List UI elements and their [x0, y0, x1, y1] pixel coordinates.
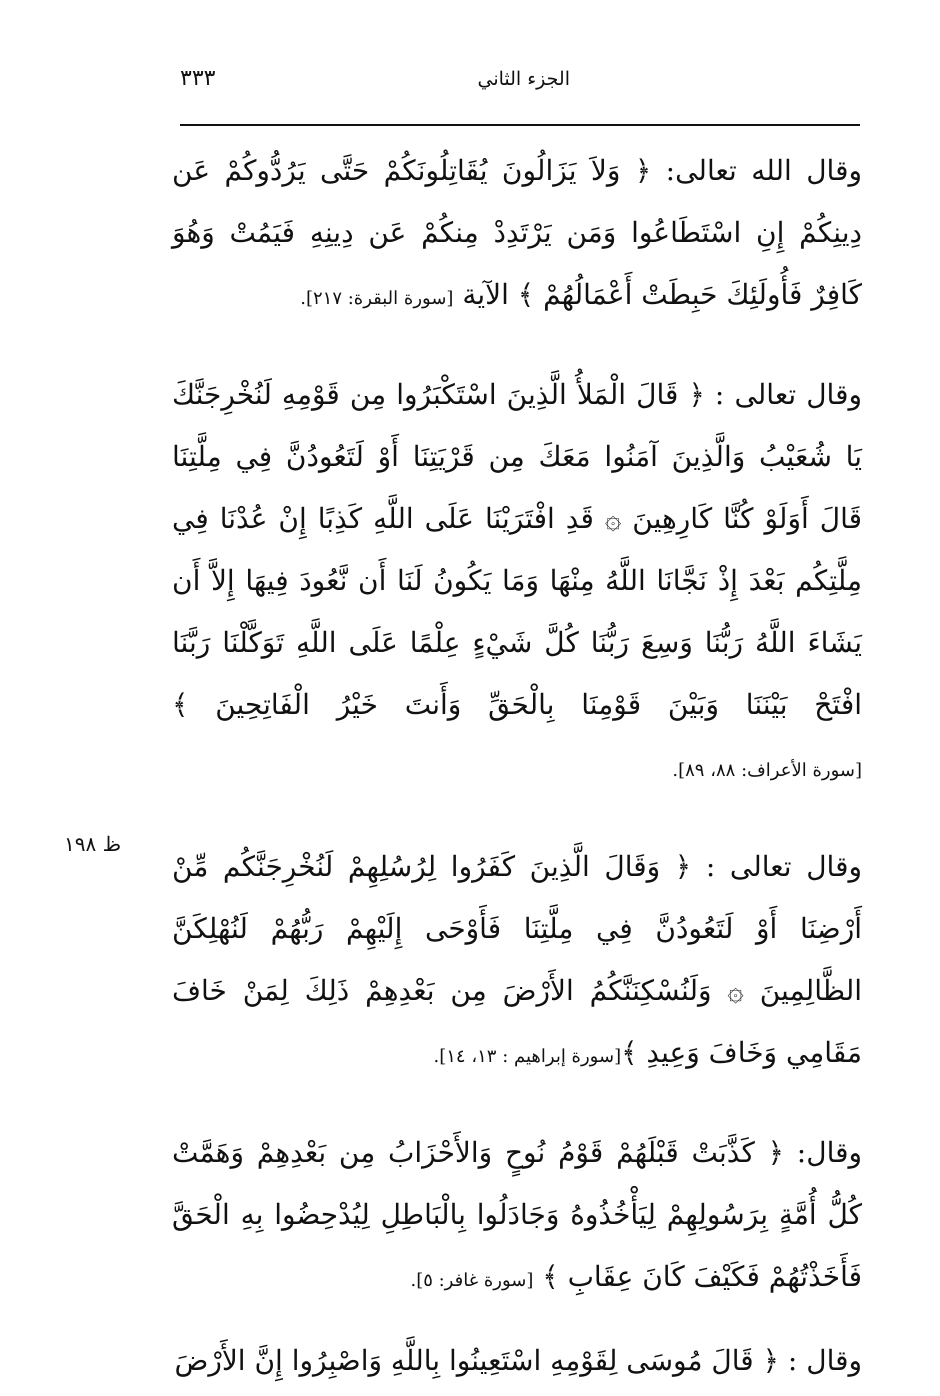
citation: [سورة الأعراف: ٨٨، ٨٩]. — [672, 760, 862, 781]
header-divider — [180, 124, 860, 126]
paragraph-ghafir — [172, 1122, 862, 1312]
paragraph-musa — [172, 1330, 862, 1396]
citation: [سورة إبراهيم : ١٣، ١٤]. — [433, 1046, 622, 1067]
paragraph-baqarah — [172, 140, 862, 330]
paragraph-ibrahim — [172, 836, 862, 1088]
paragraph-text: وقال تعالى : ﴿ وَقَالَ الَّذِينَ كَفَرُوا لِرُسُلِهِمْ لَنُخْرِجَنَّكُم مِّنْ أَرْضِنَا أَوْ لَتَعُودُنَّ فِي مِلَّتِنَا فَأَوْحَى إِلَيْهِمْ رَبُّهُمْ لَنُهْلِكَنَّ الظَّالِمِينَ ۞ وَلَنُسْكِنَنَّكُمُ الأَرْضَ مِن بَعْدِهِمْ ذَلِكَ لِمَنْ خَافَ مَقَامِي وَخَافَ وَعِيدِ ﴾ — [172, 850, 862, 1069]
paragraph-araf — [172, 364, 862, 802]
page-header — [180, 60, 860, 110]
paragraph-text: وقال : ﴿ قَالَ مُوسَى لِقَوْمِهِ اسْتَعِينُوا بِاللَّهِ وَاصْبِرُوا إِنَّ الأَرْضَ — [174, 1344, 862, 1377]
running-title: الجزء الثاني — [477, 68, 570, 90]
page-body — [172, 140, 862, 1396]
citation: [سورة غافر: ٥]. — [410, 1270, 534, 1291]
paragraph-text: وقال: ﴿ كَذَّبَتْ قَبْلَهُمْ قَوْمُ نُوحٍ وَالأَحْزَابُ مِن بَعْدِهِمْ وَهَمَّتْ كُلُّ أُمَّةٍ بِرَسُولِهِمْ لِيَأْخُذُوهُ وَجَادَلُوا بِالْبَاطِلِ لِيُدْحِضُوا بِهِ الْحَقَّ فَأَخَذْتُهُمْ فَكَيْفَ كَانَ عِقَابِ ﴾ — [172, 1136, 862, 1293]
margin-note: ظ ١٩٨ — [64, 832, 122, 856]
citation: [سورة البقرة: ٢١٧]. — [300, 288, 454, 309]
paragraph-text: وقال تعالى : ﴿ قَالَ الْمَلأُ الَّذِينَ اسْتَكْبَرُوا مِن قَوْمِهِ لَنُخْرِجَنَّكَ يَا شُعَيْبُ وَالَّذِينَ آمَنُوا مَعَكَ مِن قَرْيَتِنَا أَوْ لَتَعُودُنَّ فِي مِلَّتِنَا قَالَ أَوَلَوْ كُنَّا كَارِهِينَ ۞ قَدِ افْتَرَيْنَا عَلَى اللَّهِ كَذِبًا إِنْ عُدْنَا فِي مِلَّتِكُم بَعْدَ إِذْ نَجَّانَا اللَّهُ مِنْهَا وَمَا يَكُونُ لَنَا أَن نَّعُودَ فِيهَا إِلاَّ أَن يَشَاءَ اللَّهُ رَبُّنَا وَسِعَ رَبُّنَا كُلَّ شَيْءٍ عِلْمًا عَلَى اللَّهِ تَوَكَّلْنَا رَبَّنَا افْتَحْ بَيْنَنَا وَبَيْنَ قَوْمِنَا بِالْحَقِّ وَأَنتَ خَيْرُ الْفَاتِحِينَ ﴾ — [172, 378, 862, 721]
paragraph-text: وقال الله تعالى: ﴿ وَلاَ يَزَالُونَ يُقَاتِلُونَكُمْ حَتَّى يَرُدُّوكُمْ عَن دِينِكُمْ إِنِ اسْتَطَاعُوا وَمَن يَرْتَدِدْ مِنكُمْ عَن دِينِهِ فَيَمُتْ وَهُوَ كَافِرٌ فَأُولَئِكَ حَبِطَتْ أَعْمَالُهُمْ ﴾ الآية — [172, 154, 862, 311]
page-number: ٣٣٣ — [180, 66, 216, 91]
